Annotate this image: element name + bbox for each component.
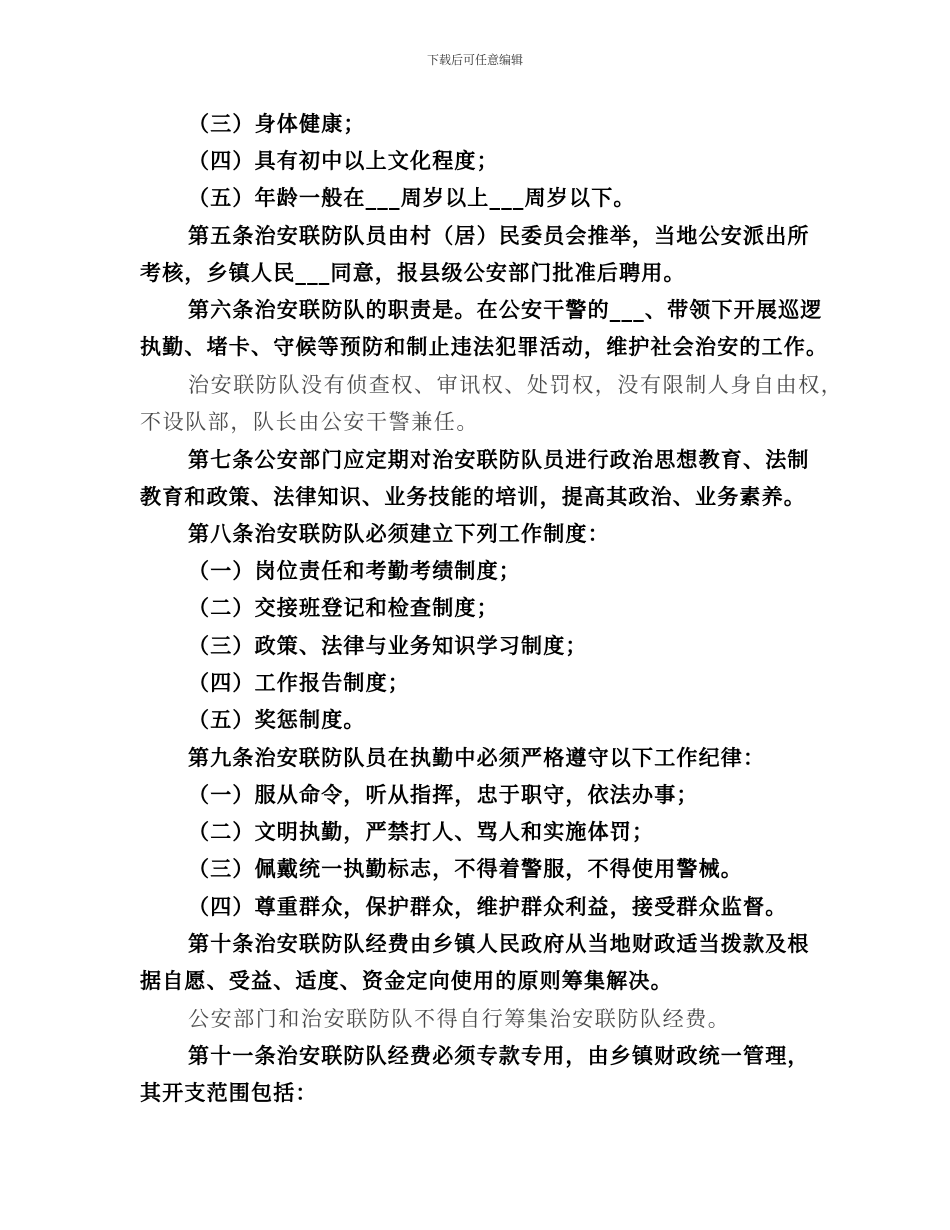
text-line: 其开支范围包括： <box>140 1080 318 1105</box>
text-line: 不设队部，队长由公安干警兼任。 <box>140 410 479 434</box>
text-line: 第七条公安部门应定期对治安联防队员进行政治思想教育、法制 <box>188 447 810 472</box>
text-line: 第十条治安联防队经费由乡镇人民政府从当地财政适当拨款及根 <box>188 931 810 956</box>
text-line: （四）尊重群众，保护群众，维护群众利益，接受群众监督。 <box>188 894 788 919</box>
page-header: 下载后可任意编辑 <box>426 53 523 67</box>
text-line: （一）服从命令，听从指挥，忠于职守，依法办事； <box>188 782 699 807</box>
text-line: 治安联防队没有侦查权、审讯权、处罚权，没有限制人身自由权， <box>188 373 844 397</box>
text-line: 考核，乡镇人民___同意，报县级公安部门批准后聘用。 <box>140 260 686 285</box>
text-line: 教育和政策、法律知识、业务技能的培训，提高其政治、业务素养。 <box>140 484 806 509</box>
text-line: 第十一条治安联防队经费必须专款专用，由乡镇财政统一管理， <box>188 1043 810 1068</box>
text-line: （三）佩戴统一执勤标志，不得着警服，不得使用警械。 <box>188 856 743 881</box>
text-line: （四）工作报告制度； <box>188 670 410 695</box>
text-line: （二）交接班登记和检查制度； <box>188 595 499 620</box>
text-line: 第六条治安联防队的职责是。在公安干警的___、带领下开展巡逻 <box>188 297 823 322</box>
text-line: 第五条治安联防队员由村（居）民委员会推举，当地公安派出所 <box>188 223 810 248</box>
text-line: 据自愿、受益、适度、资金定向使用的原则筹集解决。 <box>140 968 673 993</box>
text-line: 第九条治安联防队员在执勤中必须严格遵守以下工作纪律： <box>188 745 766 770</box>
text-line: 第八条治安联防队必须建立下列工作制度： <box>188 521 610 546</box>
text-line: （五）年龄一般在___周岁以上___周岁以下。 <box>188 185 636 210</box>
text-line: 执勤、堵卡、守候等预防和制止违法犯罪活动，维护社会治安的工作。 <box>140 334 829 359</box>
text-line: （一）岗位责任和考勤考绩制度； <box>188 558 521 583</box>
text-line: （二）文明执勤，严禁打人、骂人和实施体罚； <box>188 819 655 844</box>
text-line: （四）具有初中以上文化程度； <box>188 148 499 173</box>
text-line: （三）身体健康； <box>188 111 366 136</box>
text-line: （五）奖惩制度。 <box>188 707 366 732</box>
text-line: 公安部门和治安联防队不得自行筹集治安联防队经费。 <box>188 1007 731 1031</box>
text-line: （三）政策、法律与业务知识学习制度； <box>188 633 588 658</box>
